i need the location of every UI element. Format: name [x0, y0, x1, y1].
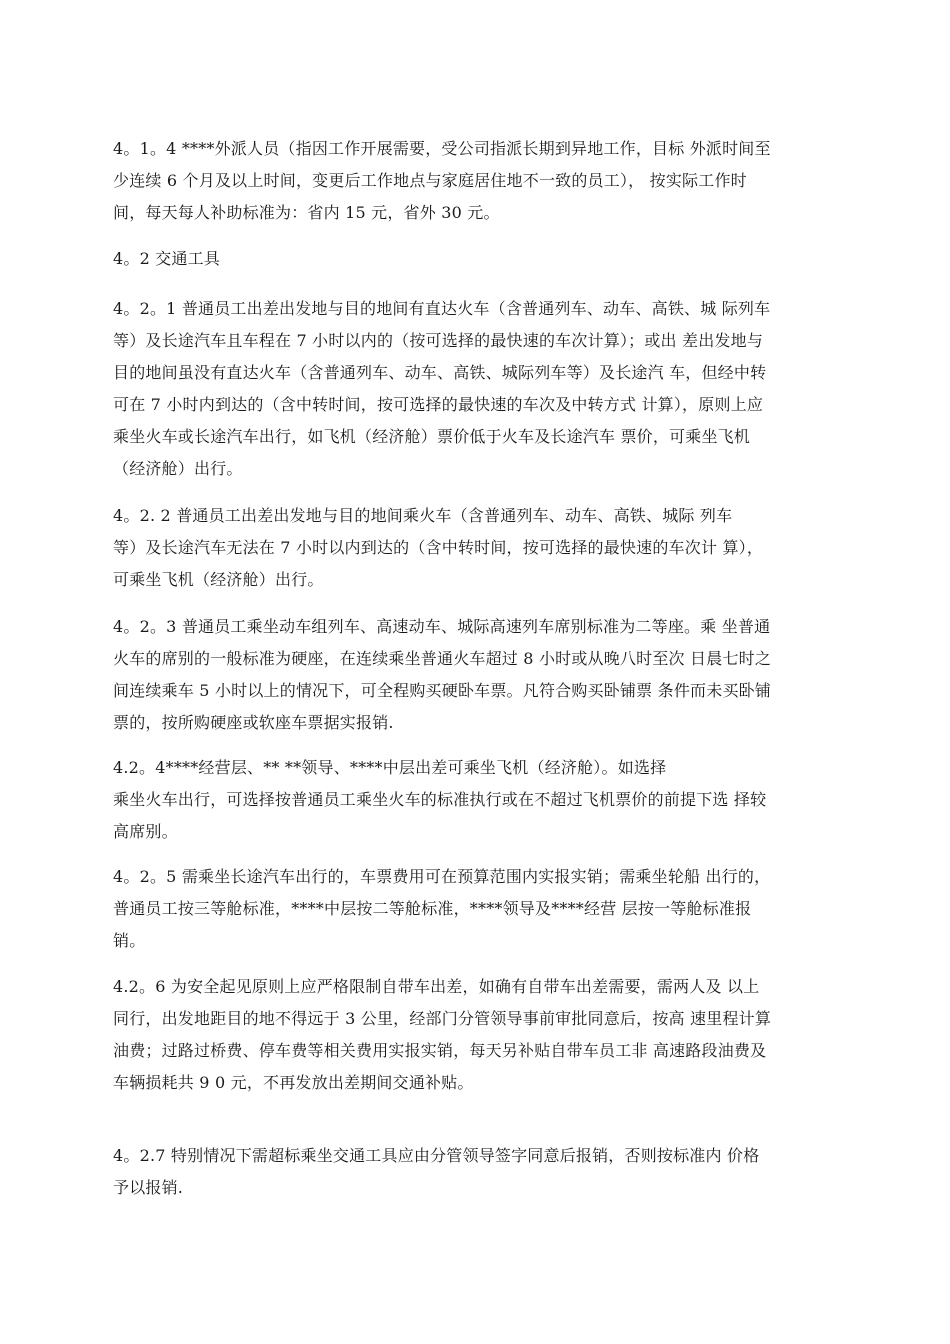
- text-line: 4.2。6 为安全起见原则上应严格限制自带车出差，如确有自带车出差需要，需两人及 以上: [113, 977, 760, 996]
- paragraph-4-2-5: [113, 861, 848, 957]
- text-line: 4。2。3 普通员工乘坐动车组列车、高速动车、城际高速列车席别标准为二等座。乘 坐普通: [113, 617, 771, 636]
- text-line: 4。2. 2 普通员工出差出发地与目的地间乘火车（含普通列车、动车、高铁、城际 列车: [113, 506, 733, 525]
- paragraph-4-2-3: [113, 611, 848, 739]
- text-line: （经济舱）出行。: [113, 459, 243, 478]
- text-line: 4。2。1 普通员工出差出发地与目的地间有直达火车（含普通列车、动车、高铁、城 际列车: [113, 299, 771, 318]
- text-line: 票的，按所购硬座或软座车票据实报销.: [113, 713, 394, 732]
- text-line: 4.2。4****经营层、** **领导、****中层出差可乘坐飞机（经济舱）。如选择: [113, 758, 667, 777]
- text-line: 车辆损耗共 9 0 元，不再发放出差期间交通补贴。: [113, 1073, 474, 1092]
- paragraph-4-2-1: [113, 293, 848, 485]
- paragraph-4-2-6: [113, 971, 848, 1099]
- text-line: 乘坐火车出行，可选择按普通员工乘坐火车的标准执行或在不超过飞机票价的前提下选 择较: [113, 790, 767, 809]
- text-line: 予以报销.: [113, 1178, 184, 1197]
- text-line: 等）及长途汽车且车程在 7 小时以内的（按可选择的最快速的车次计算）；或出 差出发地与: [113, 331, 764, 350]
- paragraph-4-2-2: [113, 500, 848, 596]
- text-line: 间连续乘车 5 小时以上的情况下，可全程购买硬卧车票。凡符合购买卧铺票 条件而未买卧铺: [113, 681, 772, 700]
- text-line: 火车的席别的一般标准为硬座，在连续乘坐普通火车超过 8 小时或从晚八时至次 日晨七时之: [113, 649, 772, 668]
- text-line: 4。2.7 特别情况下需超标乘坐交通工具应由分管领导签字同意后报销，否则按标准内 价格: [113, 1146, 760, 1165]
- text-line: 等）及长途汽车无法在 7 小时以内到达的（含中转时间，按可选择的最快速的车次计 算），: [113, 538, 764, 557]
- text-line: 可在 7 小时内到达的（含中转时间，按可选择的最快速的车次及中转方式 计算），原则上应: [113, 395, 764, 414]
- text-line: 油费；过路过桥费、停车费等相关费用实报实销，每天另补贴自带车员工非 高速路段油费及: [113, 1041, 767, 1060]
- text-line: 乘坐火车或长途汽车出行，如飞机（经济舱）票价低于火车及长途汽车 票价，可乘坐飞机: [113, 427, 751, 446]
- paragraph-4-1-4: [113, 133, 848, 229]
- paragraph-4-2-4: [113, 752, 848, 848]
- text-line: 目的地间虽没有直达火车（含普通列车、动车、高铁、城际列车等）及长途汽 车，但经中转: [113, 363, 767, 382]
- text-line: 少连续 6 个月及以上时间，变更后工作地点与家庭居住地不一致的员工）， 按实际工作时: [113, 171, 747, 190]
- section-heading-4-2: [113, 243, 848, 275]
- text-line: 高席别。: [113, 822, 178, 841]
- text-line: 销。: [113, 931, 146, 950]
- text-line: 4。2。5 需乘坐长途汽车出行的，车票费用可在预算范围内实报实销；需乘坐轮船 出行的，: [113, 867, 771, 886]
- text-line: 4。1。4 ****外派人员（指因工作开展需要，受公司指派长期到异地工作，目标 外派时间至: [113, 139, 771, 158]
- heading-text: 4。2 交通工具: [113, 249, 221, 268]
- text-line: 普通员工按三等舱标准，****中层按二等舱标准，****领导及****经营 层按一等舱标准报: [113, 899, 752, 918]
- paragraph-4-2-7: [113, 1140, 848, 1204]
- text-line: 同行，出发地距目的地不得远于 3 公里，经部门分管领导事前审批同意后，按高 速里程计算: [113, 1009, 772, 1028]
- text-line: 间，每天每人补助标准为：省内 15 元，省外 30 元。: [113, 203, 500, 222]
- text-line: 可乘坐飞机（经济舱）出行。: [113, 570, 324, 589]
